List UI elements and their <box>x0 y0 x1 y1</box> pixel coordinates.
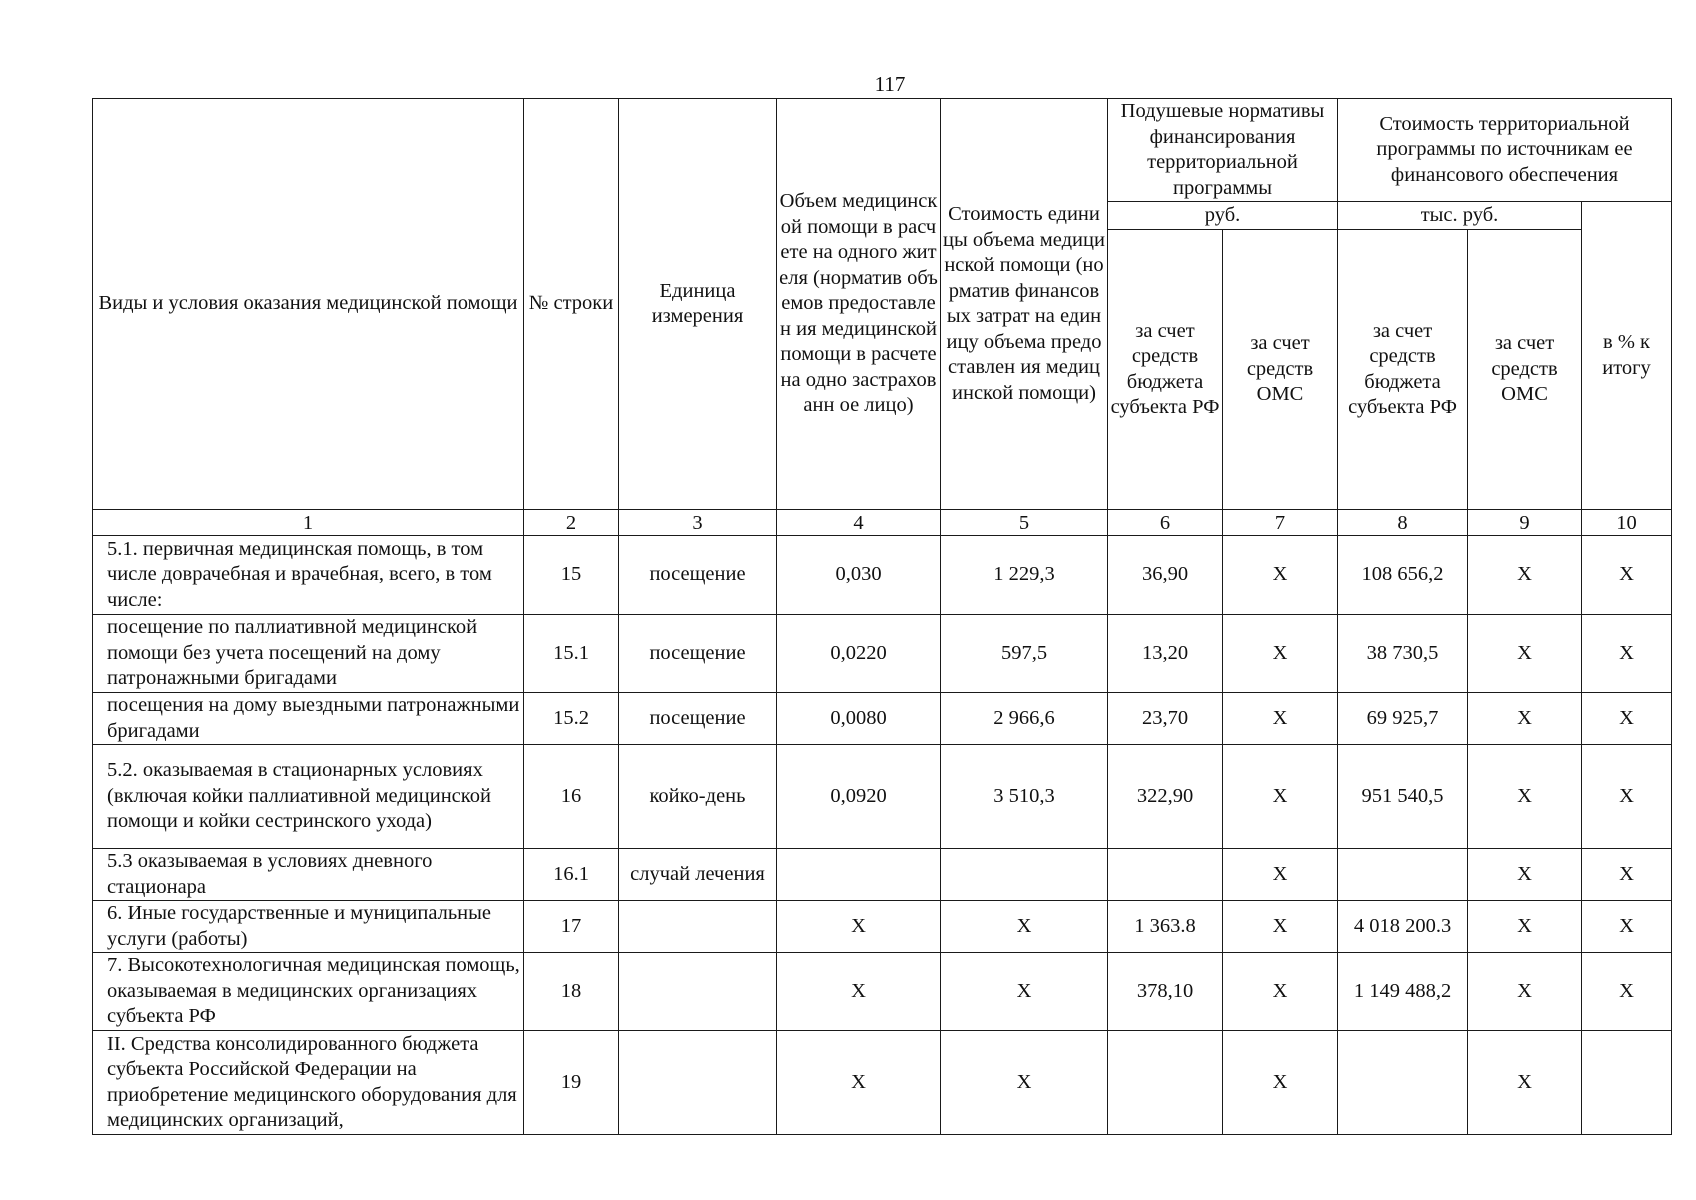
row-volume: X <box>777 953 941 1031</box>
row-budget-thousand: 69 925,7 <box>1338 693 1468 745</box>
table-row <box>93 745 1672 849</box>
table-row <box>93 849 1672 901</box>
row-name: 6. Иные государственные и муниципальные услуги (работы) <box>93 901 524 953</box>
row-number: 16.1 <box>524 849 619 901</box>
column-number: 2 <box>524 510 619 536</box>
row-oms-thousand: X <box>1468 901 1582 953</box>
row-name: посещение по паллиативной медицинской помощи без учета посещений на дому патронажными бригадами <box>93 615 524 693</box>
row-oms-thousand: X <box>1468 745 1582 849</box>
row-cost: 1 229,3 <box>941 536 1108 615</box>
row-oms-thousand: X <box>1468 1031 1582 1135</box>
header-rub: руб. <box>1108 202 1338 230</box>
row-budget-rub: 13,20 <box>1108 615 1223 693</box>
row-volume <box>777 849 941 901</box>
row-name: 5.3 оказываемая в условиях дневного стационара <box>93 849 524 901</box>
row-cost: 2 966,6 <box>941 693 1108 745</box>
header-cost-group: Стоимость территориальной программы по источникам ее финансового обеспечения <box>1338 99 1672 202</box>
row-unit <box>619 1031 777 1135</box>
row-percent <box>1582 1031 1672 1135</box>
table-row <box>93 1031 1672 1135</box>
row-budget-thousand: 1 149 488,2 <box>1338 953 1468 1031</box>
header-cost: Стоимость единицы объема медицинской помощи (норматив финансовых затрат на единицу объема предоставлен ия медицинской помощи) <box>941 99 1108 510</box>
header-percent: в % к итогу <box>1582 202 1672 510</box>
header-budget-thousand: за счет средств бюджета субъекта РФ <box>1338 230 1468 510</box>
row-budget-rub: 1 363.8 <box>1108 901 1223 953</box>
row-percent: X <box>1582 615 1672 693</box>
column-number: 6 <box>1108 510 1223 536</box>
header-row-number: № строки <box>524 99 619 510</box>
row-unit: случай лечения <box>619 849 777 901</box>
column-number: 10 <box>1582 510 1672 536</box>
row-name: 5.2. оказываемая в стационарных условиях (включая койки паллиативной медицинской помощи и койки сестринского ухода) <box>93 745 524 849</box>
table-row <box>93 901 1672 953</box>
row-budget-rub <box>1108 849 1223 901</box>
row-percent: X <box>1582 849 1672 901</box>
row-budget-thousand <box>1338 1031 1468 1135</box>
row-volume: X <box>777 1031 941 1135</box>
row-unit: посещение <box>619 693 777 745</box>
row-budget-rub: 36,90 <box>1108 536 1223 615</box>
row-percent: X <box>1582 901 1672 953</box>
header-volume: Объем медицинской помощи в расчете на одного жителя (норматив объемов предоставлен ия медицинской помощи в расчете на одно застрахованн ое лицо) <box>777 99 941 510</box>
row-budget-thousand: 38 730,5 <box>1338 615 1468 693</box>
row-budget-rub: 322,90 <box>1108 745 1223 849</box>
row-oms-thousand: X <box>1468 953 1582 1031</box>
row-unit: посещение <box>619 536 777 615</box>
header-row-1 <box>93 99 1672 202</box>
column-number: 4 <box>777 510 941 536</box>
row-volume: X <box>777 901 941 953</box>
row-budget-rub: 378,10 <box>1108 953 1223 1031</box>
row-oms-rub: X <box>1223 693 1338 745</box>
header-oms-thousand: за счет средств ОМС <box>1468 230 1582 510</box>
row-oms-rub: X <box>1223 615 1338 693</box>
row-percent: X <box>1582 953 1672 1031</box>
row-number: 19 <box>524 1031 619 1135</box>
row-number: 15.1 <box>524 615 619 693</box>
row-name: 5.1. первичная медицинская помощь, в том числе доврачебная и врачебная, всего, в том числе: <box>93 536 524 615</box>
header-budget-rub: за счет средств бюджета субъекта РФ <box>1108 230 1223 510</box>
column-numbers-row <box>93 510 1672 536</box>
financing-table <box>92 98 1672 1135</box>
row-cost: 3 510,3 <box>941 745 1108 849</box>
column-number: 5 <box>941 510 1108 536</box>
row-oms-thousand: X <box>1468 849 1582 901</box>
row-budget-rub: 23,70 <box>1108 693 1223 745</box>
row-unit <box>619 901 777 953</box>
column-number: 3 <box>619 510 777 536</box>
column-number: 1 <box>93 510 524 536</box>
row-volume: 0,030 <box>777 536 941 615</box>
row-budget-thousand: 108 656,2 <box>1338 536 1468 615</box>
header-unit: Единица измерения <box>619 99 777 510</box>
row-budget-thousand: 4 018 200.3 <box>1338 901 1468 953</box>
row-oms-rub: X <box>1223 849 1338 901</box>
row-oms-rub: X <box>1223 901 1338 953</box>
row-percent: X <box>1582 693 1672 745</box>
row-budget-thousand <box>1338 849 1468 901</box>
row-cost: 597,5 <box>941 615 1108 693</box>
row-oms-rub: X <box>1223 953 1338 1031</box>
table-row <box>93 953 1672 1031</box>
row-budget-thousand: 951 540,5 <box>1338 745 1468 849</box>
row-number: 15.2 <box>524 693 619 745</box>
row-number: 18 <box>524 953 619 1031</box>
row-volume: 0,0920 <box>777 745 941 849</box>
header-per-capita-group: Подушевые нормативы финансирования территориальной программы <box>1108 99 1338 202</box>
row-number: 17 <box>524 901 619 953</box>
row-number: 16 <box>524 745 619 849</box>
row-name: посещения на дому выездными патронажными бригадами <box>93 693 524 745</box>
row-cost <box>941 849 1108 901</box>
row-oms-thousand: X <box>1468 536 1582 615</box>
row-name: 7. Высокотехнологичная медицинская помощь, оказываемая в медицинских организациях субъекта РФ <box>93 953 524 1031</box>
row-volume: 0,0080 <box>777 693 941 745</box>
row-unit: койко-день <box>619 745 777 849</box>
row-oms-rub: X <box>1223 1031 1338 1135</box>
row-unit <box>619 953 777 1031</box>
row-oms-thousand: X <box>1468 615 1582 693</box>
row-percent: X <box>1582 745 1672 849</box>
table-row <box>93 536 1672 615</box>
row-volume: 0,0220 <box>777 615 941 693</box>
row-budget-rub <box>1108 1031 1223 1135</box>
row-cost: X <box>941 901 1108 953</box>
row-percent: X <box>1582 536 1672 615</box>
column-number: 7 <box>1223 510 1338 536</box>
header-thousand-rub: тыс. руб. <box>1338 202 1582 230</box>
table-row <box>93 693 1672 745</box>
header-oms-rub: за счет средств ОМС <box>1223 230 1338 510</box>
table-row <box>93 615 1672 693</box>
row-cost: X <box>941 1031 1108 1135</box>
row-cost: X <box>941 953 1108 1031</box>
row-number: 15 <box>524 536 619 615</box>
row-oms-rub: X <box>1223 745 1338 849</box>
row-oms-thousand: X <box>1468 693 1582 745</box>
header-type: Виды и условия оказания медицинской помощи <box>93 99 524 510</box>
column-number: 8 <box>1338 510 1468 536</box>
row-unit: посещение <box>619 615 777 693</box>
column-number: 9 <box>1468 510 1582 536</box>
page-number: 117 <box>874 72 906 96</box>
row-oms-rub: X <box>1223 536 1338 615</box>
row-name: II. Средства консолидированного бюджета субъекта Российской Федерации на приобретение медицинского оборудования для медицинских организаций, <box>93 1031 524 1135</box>
